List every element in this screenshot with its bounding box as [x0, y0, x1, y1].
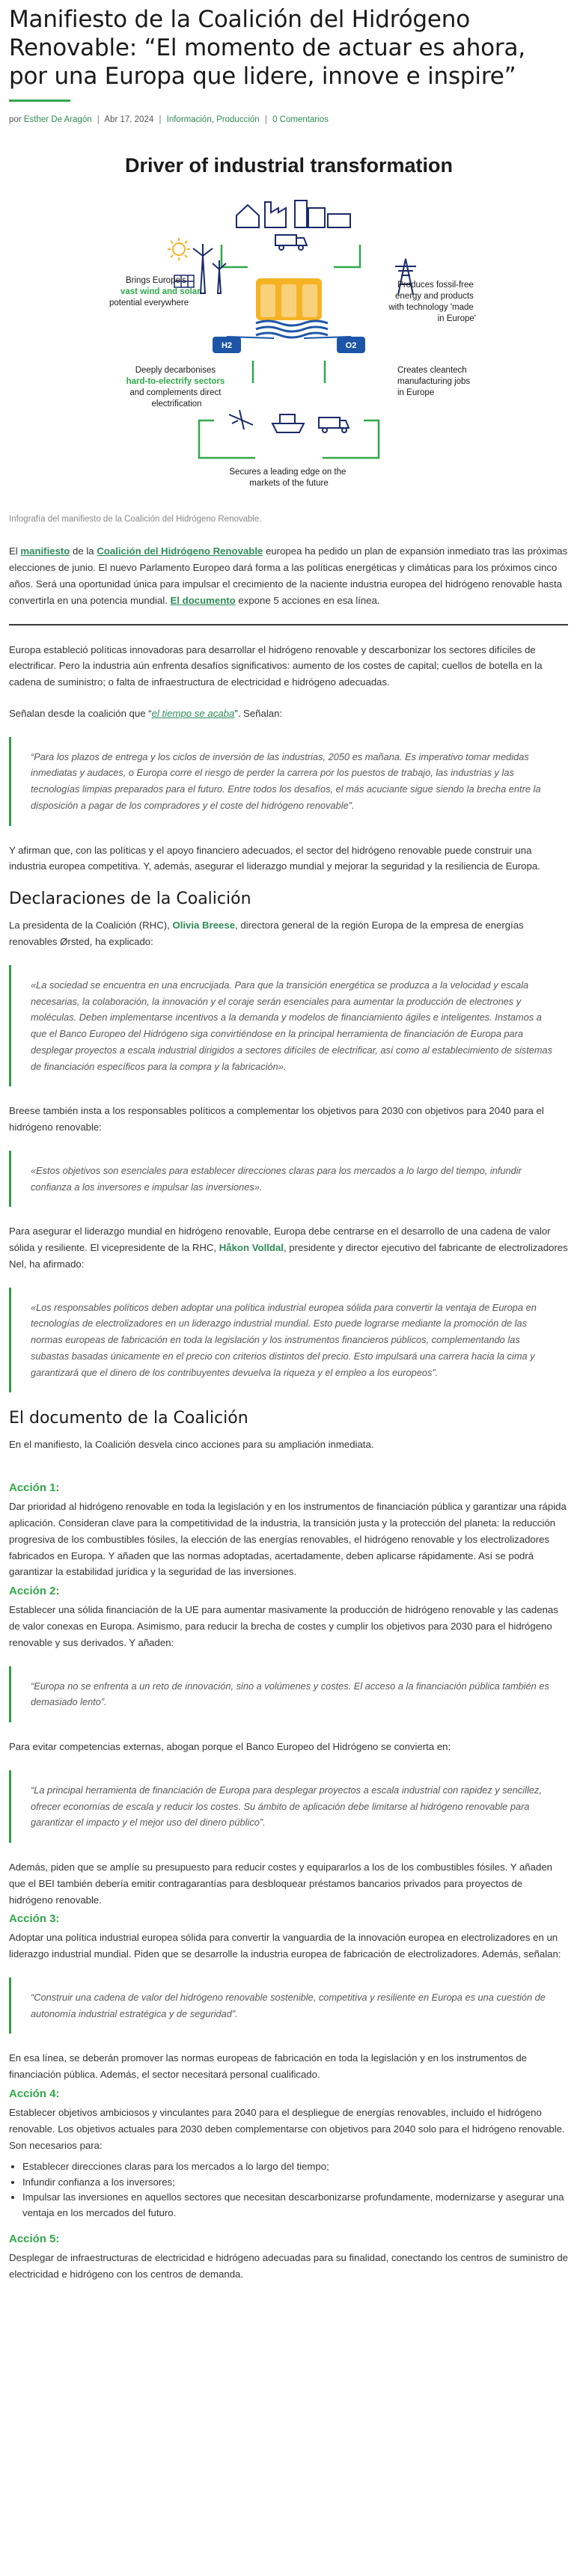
body-paragraph-2: Señalan desde la coalición que “el tiempo se acaba”. Señalan:: [9, 707, 283, 719]
infographic-svg: [79, 136, 498, 510]
body-paragraph-6: Para asegurar el liderazgo mundial en hidrógeno renovable, Europa debe centrarse en el desarrollo de una cadena de valor sólida y resiliente. El vicepresidente de la RHC, Håkon Volldal, presidente y director ejecutivo del fabricante de electrolizadores Nel, ha afirmado:: [9, 1226, 568, 1270]
body-paragraph-3: Y afirman que, con las políticas y el apoyo financiero adecuados, el sector del hidrógeno renovable puede construir una industria europea competitiva. Y, además, asegurar el liderazgo mundial y mejorar la seguridad y la resiliencia de Europa.: [9, 844, 540, 872]
flow-arrow-bottom-right: [323, 420, 379, 458]
ship-icon: [272, 414, 304, 432]
truck-icon: [275, 235, 307, 250]
action-1-title: Acción 1:: [9, 1481, 60, 1495]
infographic-caption: Infografía del manifiesto de la Coalición del Hidrógeno Renovable.: [9, 515, 262, 524]
author-link[interactable]: Esther De Aragón: [23, 115, 92, 125]
h2-badge: [213, 337, 241, 353]
post-date: Abr 17, 2024: [104, 115, 154, 125]
quote-6: “La principal herramienta de financiación de Europa para desplegar proyectos a escala industrial con rapidez y sencillez, ofrecer economías de escala y reducir los costes. Su ámbito de aplicación debe limitarse al hidrógeno renovable para garantizar el impacto y el mejor uso del dinero público”.: [9, 1770, 568, 1843]
flow-arrow-bottom-left: [199, 420, 255, 458]
documento-link[interactable]: El documento: [170, 594, 236, 606]
tiempo-se-acaba-link[interactable]: el tiempo se acaba: [151, 707, 235, 719]
sun-icon: [168, 238, 190, 260]
action-1-text: Dar prioridad al hidrógeno renovable en toda la legislación y en los instrumentos de financiación pública y garantizar una rápida aplicación. Consideran clave para la competitividad de la industria, la transición justa y la protección del planeta: la reducción progresiva de los combustibles fósiles, la elección de las energías renovables, el hidrógeno renovable y los electrolizadores fabricados en Europa. Y añaden que las normas adoptadas, acertadamente, deben aplicarse rápidamente. Así se podrá garantizar la estabilidad jurídica y la seguridad de las inversiones.: [9, 1501, 567, 1578]
action-4-title: Acción 4:: [9, 2087, 60, 2100]
action-4-list: [9, 2159, 568, 2221]
action-2-text: Establecer una sólida financiación de la UE para aumentar masivamente la producción de hidrógeno renovable y las cadenas de valor conexas en Europa. Asimismo, para reducir la brecha de costes y cumplir los objetivos para 2030 para el hidrógeno renovable y sus derivados. Y añaden:: [9, 1604, 558, 1648]
o2-badge: [337, 337, 365, 353]
benefit-right-bottom: Creates cleantech manufacturing jobs in Europe: [397, 366, 470, 398]
intro-paragraph: El manifiesto de la Coalición del Hidrógeno Renovable europea ha pedido un plan de expansión inmediato tras las próximas elecciones de junio. El nuevo Parlamento Europeo dará forma a las políticas energéticas y climáticas para los próximos cinco años. Será una oportunidad única para impulsar el crecimiento de la naciente industria europea del hidrógeno renovable hasta convertirla en una potencia mundial. El documento expone 5 acciones en esa línea.: [9, 545, 568, 606]
airplane-icon: [229, 410, 253, 429]
benefit-right-top: Produces fossil-free energy and products with technology 'made in Europe': [388, 281, 476, 324]
body-paragraph-9: Además, piden que se amplíe su presupuesto para reducir costes y equipararlos a los de los combustibles fósiles. Y añaden que el BEI también debería emitir contragarantías para desbloquear préstamos bancarios privados para proyectos de hidrógeno renovable.: [9, 1861, 552, 1906]
quote-1: “Para los plazos de entrega y los ciclos de inversión de las industrias, 2050 es mañana. Es imperativo tomar medidas inmediatas y audaces, o Europa corre el riesgo de perder la carrera por los puestos de trabajo, las industrias y las tecnologías limpias preparados para el futuro. Entre todos los desafíos, el más acuciante sigue siendo la brecha entre la disposición a pagar de los compradores y el coste del hidrógeno renovable”.: [9, 737, 568, 826]
flow-arrows-bottom: [253, 361, 325, 383]
heading-declaraciones: Declaraciones de la Coalición: [9, 890, 251, 909]
action-5-text: Desplegar de infraestructuras de electricidad e hidrógeno adecuadas para su finalidad, conectando los centros de suministro de electricidad e hidrógeno con los centros de demanda.: [9, 2252, 569, 2280]
flow-arrow-top-right: [334, 245, 360, 267]
benefit-left-bottom: Deeply decarbonises hard-to-electrify sectors and complements direct electrification: [126, 366, 225, 409]
heading-documento: El documento de la Coalición: [9, 1409, 248, 1428]
quote-2: «La sociedad se encuentra en una encrucijada. Para que la transición energética se produzca a la velocidad y escala necesarias, la colaboración, la innovación y el coraje serán esenciales para aumentar la producción de electrones y moléculas. Deben implementarse incentivos a la demanda y modelos de financiamiento ágiles e inteligentes. Instamos a que el Banco Europeo del Hidrógeno siga convirtiéndose en la principal herramienta de financiación de Europa para desplegar proyectos a escala industrial dirigidos a sectores difíciles de electrificar, así como al establecimiento de sistemas de financiación específicos para la compra y la fabricación».: [9, 965, 568, 1087]
body-paragraph-7: En el manifiesto, la Coalición desvela cinco acciones para su ampliación inmediata.: [9, 1439, 374, 1451]
svg-text:H2: H2: [221, 341, 232, 351]
list-item: • Establecer direcciones claras para los mercados a lo largo del tiempo;: [22, 2159, 568, 2174]
category-link-produccion[interactable]: Producción: [216, 115, 260, 125]
benefit-left-top: Brings Europe's vast wind and solar potential everywhere: [109, 276, 201, 308]
house-icon: [236, 205, 259, 227]
quote-4: «Los responsables políticos deben adoptar una política industrial europea sólida para convertir la ventaja de Europa en tecnologías de electrolizadores en un liderazgo industrial mundial. Esto puede lograrse mediante la promoción de las normas europeas de fabricación en toda la legislación y los instrumentos financieros públicos, complementando las subastas basadas únicamente en el precio con criterios distintos del precio. Esto impulsará una carrera hacia la cima y garantizará que el dinero de los contribuyentes devuelva la riqueza y el empleo a los europeos”.: [9, 1288, 568, 1393]
manifiesto-link[interactable]: manifiesto: [20, 545, 70, 557]
section-divider: [9, 624, 568, 625]
post-meta: por Esther De Aragón | Abr 17, 2024 | Información, Producción | 0 Comentarios: [9, 115, 329, 125]
action-4-text: Establecer objetivos ambiciosos y vinculantes para 2040 para el despliegue de energías renovables, incluido el hidrógeno renovable. Los objetivos actuales para 2030 deben complementarse con objetivos para 2040 solo para el hidrógeno renovable. Son necesarios para:: [9, 2107, 565, 2151]
list-item: • Impulsar las inversiones en aquellos sectores que necesitan descarbonizarse profundamente, modernizarse y asegurar una ventaja en los mercados del futuro.: [22, 2190, 568, 2221]
olivia-breese-name: Olivia Breese: [172, 920, 236, 931]
body-paragraph-8: Para evitar competencias externas, abogan porque el Banco Europeo del Hidrógeno se convierta en:: [9, 1741, 451, 1752]
quote-5: “Europa no se enfrenta a un reto de innovación, sino a volúmenes y costes. El acceso a la financiación pública también es demasiado lento”.: [9, 1666, 568, 1723]
article-title: Manifiesto de la Coalición del Hidrógeno Renovable: “El momento de actuar es ahora, por una Europa que lidere, innove e inspire”: [9, 6, 525, 90]
category-link-informacion[interactable]: Información: [166, 115, 212, 125]
action-2-title: Acción 2:: [9, 1585, 60, 1598]
hakon-volldal-name: Håkon Volldal: [219, 1242, 284, 1254]
body-paragraph-4: La presidenta de la Coalición (RHC), Olivia Breese, directora general de la región Europa de la empresa de energías renovables Ørsted, ha explicado:: [9, 920, 524, 948]
title-underline: [9, 100, 70, 102]
body-paragraph-1: Europa estableció políticas innovadoras para desarrollar el hidrógeno renovable y descarbonizar los sectores difíciles de electrificar. Pero la industria aún enfrenta desafíos significativos: aumento de los costes de capital; cuellos de botella en la cadena de suministro; o falta de infraestructura de electricidad e hidrógeno adecuadas.: [9, 643, 543, 688]
action-3-text: Adoptar una política industrial europea sólida para convertir la vanguardia de la innovación europea en electrolizadores en un liderazgo industrial mundial. Piden que se desarrolle la industria europea de fabricación de electrolizadores. Además, señalan:: [9, 1932, 561, 1960]
truck-bottom-icon: [319, 417, 349, 432]
list-item: • Infundir confianza a los inversores;: [22, 2175, 568, 2190]
comments-link[interactable]: 0 Comentarios: [272, 115, 329, 125]
body-paragraph-5: Breese también insta a los responsables políticos a complementar los objetivos para 2030 con objetivos para 2040 para el hidrógeno renovable:: [9, 1105, 544, 1133]
infographic: [79, 136, 498, 510]
svg-text:O2: O2: [345, 341, 356, 351]
electrolyser-icon: [256, 278, 328, 337]
body-paragraph-10: En esa línea, se deberán promover las normas europeas de fabricación en toda la legislación y en los instrumentos de financiación pública. Además, el sector necesitará personal cualificado.: [9, 2052, 528, 2081]
buildings-icon: [295, 201, 350, 227]
quote-3: «Estos objetivos son esenciales para establecer direcciones claras para los mercados a lo largo del tiempo, infundir confianza a los inversores e impulsar las inversiones».: [9, 1151, 568, 1208]
benefit-bottom: Secures a leading edge on the markets of the future: [228, 468, 346, 489]
coalicion-link[interactable]: Coalición del Hidrógeno Renovable: [97, 545, 263, 557]
factory-icon: [265, 202, 286, 227]
action-5-title: Acción 5:: [9, 2233, 60, 2246]
meta-by: por: [9, 115, 22, 125]
action-3-title: Acción 3:: [9, 1912, 60, 1926]
quote-7: “Construir una cadena de valor del hidrógeno renovable sostenible, competitiva y resiliente en Europa es una cuestión de autonomía industrial estratégica y de seguridad”.: [9, 1977, 568, 2034]
infographic-title: Driver of industrial transformation: [124, 154, 453, 177]
